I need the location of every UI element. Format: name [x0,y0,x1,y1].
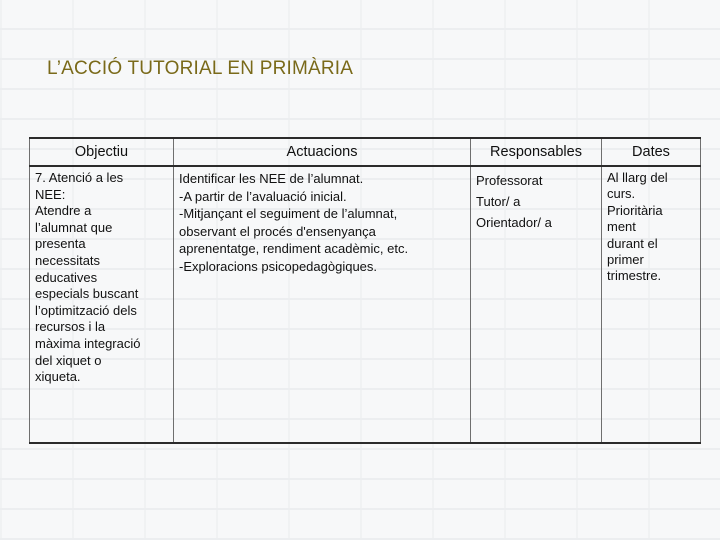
table-header-row [30,138,701,166]
dates-line: ment [607,219,636,235]
cell-actuacions [174,166,471,443]
objectiu-line: l’alumnat que [35,219,113,235]
dates-line: Al llarg del [607,170,668,185]
header-objectiu: Objectiu [30,138,174,166]
cell-responsables [471,166,602,443]
objectiu-line: recursos i la [35,319,106,335]
objectiu-line: del xiquet o [35,352,102,368]
objectiu-line: especials buscant [35,286,139,302]
responsables-line: Professorat [476,173,543,188]
table-row [30,166,701,443]
page-title: L’ACCIÓ TUTORIAL EN PRIMÀRIA [47,58,354,79]
actuacions-line: -Mitjançant el seguiment de l’alumnat, [179,206,398,222]
actuacions-line: aprenentatge, rendiment acadèmic, etc. [179,241,409,257]
objectiu-line: 7. Atenció a les [35,170,124,185]
dates-line: Prioritària [607,202,663,218]
tutorial-table [29,137,701,444]
objectiu-line: presenta [35,236,86,252]
header-responsables: Responsables [471,138,602,166]
objectiu-line: màxima integració [35,335,141,351]
dates-line: durant el [607,235,658,251]
objectiu-line: educatives [35,269,98,285]
responsables-line: Orientador/ a [476,215,552,230]
responsables-line: Tutor/ a [476,194,521,209]
objectiu-line: necessitats [35,252,101,268]
actuacions-line: Identificar les NEE de l’alumnat. [179,171,364,186]
header-dates: Dates [602,138,701,166]
dates-line: primer [607,252,644,268]
actuacions-line: observant el procés d'ensenyança [179,223,376,239]
objectiu-line: Atendre a [35,203,92,219]
objectiu-line: l’optimització dels [35,302,137,318]
actuacions-line: -A partir de l’avaluació inicial. [179,188,347,204]
objectiu-line: xiqueta. [35,369,81,385]
cell-dates [602,166,701,443]
dates-line: trimestre. [607,268,662,284]
header-actuacions: Actuacions [174,138,471,166]
dates-line: curs. [607,186,636,202]
objectiu-line: NEE: [35,186,66,202]
cell-objectiu [30,166,174,443]
actuacions-line: -Exploracions psicopedagògiques. [179,258,378,274]
